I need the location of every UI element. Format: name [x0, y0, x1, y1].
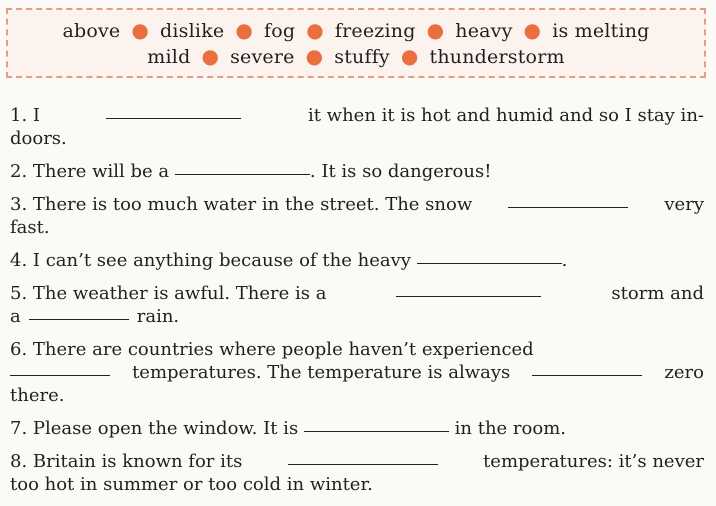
item-text: very: [664, 194, 704, 215]
item-text: . It is so dangerous!: [309, 161, 492, 182]
exercise-item-4: [10, 249, 704, 272]
word-heavy: heavy: [455, 20, 513, 42]
item-text: 2. There will be a: [10, 161, 170, 182]
exercise-item-2: [10, 160, 704, 183]
answer-blank[interactable]: [508, 206, 628, 208]
item-text: there.: [10, 385, 65, 406]
item-text: doors.: [10, 128, 67, 149]
item-text: too hot in summer or too cold in winter.: [10, 474, 373, 495]
word-severe: severe: [230, 46, 295, 68]
item-text: 8. Britain is known for its: [10, 451, 243, 472]
bullet-icon: ●: [306, 18, 324, 42]
bullet-icon: ●: [201, 44, 220, 68]
answer-blank[interactable]: [417, 262, 562, 264]
answer-blank[interactable]: [304, 430, 449, 432]
item-text: storm and: [611, 283, 704, 304]
word-bank-row-1: [26, 18, 686, 44]
item-text: fast.: [10, 217, 50, 238]
answer-blank[interactable]: [396, 295, 541, 297]
item-text: 7. Please open the window. It is: [10, 418, 299, 439]
word-dislike: dislike: [160, 20, 225, 42]
item-text: temperatures: it’s never: [483, 451, 704, 472]
item-text: 5. The weather is awful. There is a: [10, 283, 327, 304]
item-text: 4. I can’t see anything because of the heavy: [10, 250, 411, 271]
item-text: it when it is hot and humid and so I stay in-: [307, 105, 704, 126]
word-is-melting: is melting: [552, 20, 650, 42]
item-text: zero: [664, 362, 704, 383]
word-above: above: [62, 20, 121, 42]
item-text: 6. There are countries where people haven’t experienced: [10, 339, 534, 360]
bullet-icon: ●: [305, 44, 324, 68]
bullet-icon: ●: [426, 18, 445, 42]
word-mild: mild: [147, 46, 191, 68]
word-stuffy: stuffy: [334, 46, 390, 68]
word-thunderstorm: thunderstorm: [429, 46, 565, 68]
exercise-item-7: [10, 417, 704, 440]
word-fog: fog: [264, 20, 296, 42]
exercise-item-8: [10, 450, 704, 496]
bullet-icon: ●: [400, 44, 419, 68]
item-text: rain.: [136, 306, 180, 327]
item-text: 1. I: [10, 105, 41, 126]
item-text: 3. There is too much water in the street. The snow: [10, 194, 473, 215]
bullet-icon: ●: [235, 18, 254, 42]
exercise-item-6: [10, 338, 704, 407]
bullet-icon: ●: [131, 18, 150, 42]
answer-blank[interactable]: [106, 117, 241, 119]
answer-blank[interactable]: [532, 374, 642, 376]
word-bank-box: [6, 8, 706, 78]
item-text: in the room.: [454, 418, 566, 439]
item-text: a: [10, 306, 21, 327]
exercise-item-5: [10, 282, 704, 328]
answer-blank[interactable]: [288, 463, 438, 465]
answer-blank[interactable]: [29, 318, 129, 320]
item-text: temperatures. The temperature is always: [132, 362, 511, 383]
item-text: .: [561, 250, 568, 271]
exercise-list: [10, 104, 704, 506]
answer-blank[interactable]: [175, 173, 310, 175]
exercise-item-3: [10, 193, 704, 239]
answer-blank[interactable]: [10, 374, 110, 376]
word-freezing: freezing: [334, 20, 416, 42]
word-bank-row-2: [26, 44, 686, 70]
exercise-item-1: [10, 104, 704, 150]
bullet-icon: ●: [523, 18, 542, 42]
